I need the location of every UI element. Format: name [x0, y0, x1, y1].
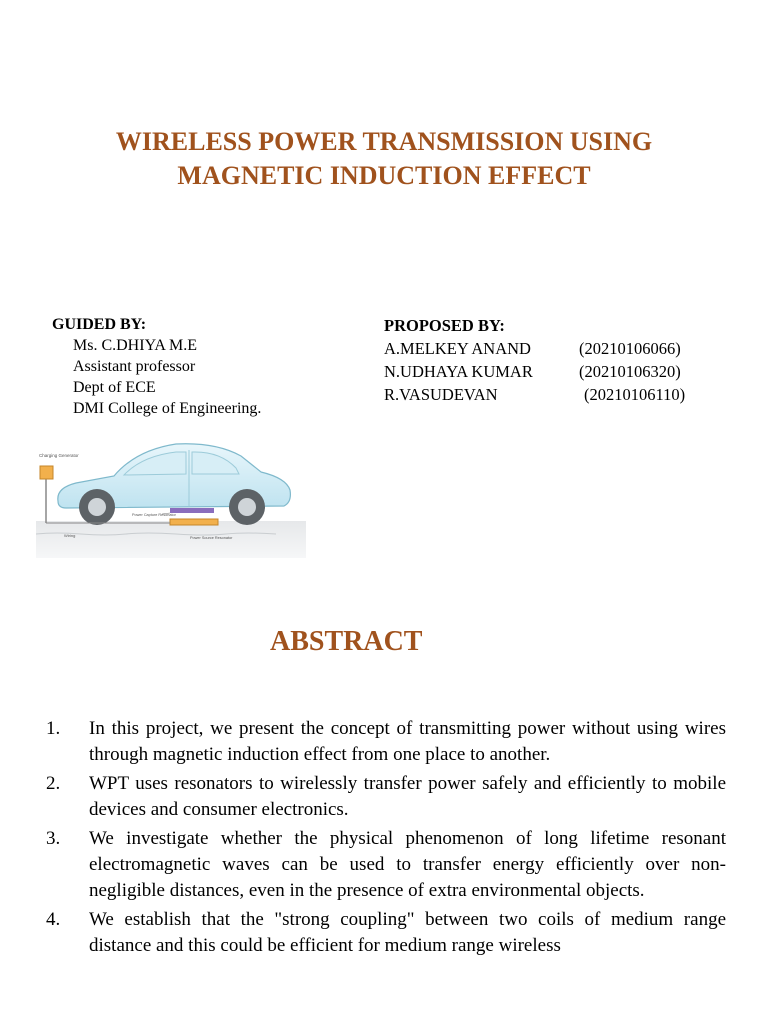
item-number: 2.: [46, 773, 61, 794]
item-number: 1.: [46, 718, 61, 739]
member-id: (20210106320): [579, 362, 681, 381]
member-row: [384, 383, 685, 406]
item-number: 3.: [46, 828, 61, 849]
power-capture-resonator: [170, 508, 214, 513]
capture-label: Power Capture Resonator: [132, 513, 176, 517]
document-title: [0, 125, 768, 193]
member-id: (20210106066): [579, 339, 681, 358]
wireless-charging-car-illustration: [36, 428, 306, 558]
proposed-by-block: [384, 314, 685, 406]
power-source-resonator: [170, 519, 218, 525]
charging-generator-icon: [40, 466, 53, 479]
guide-college: DMI College of Engineering.: [73, 400, 262, 417]
item-text: In this project, we present the concept of transmitting power without using wires through magnetic induction effect from one place to another.: [89, 718, 726, 765]
list-item: [46, 826, 726, 904]
guide-name: Ms. C.DHIYA M.E: [73, 337, 198, 354]
member-row: [384, 337, 685, 360]
member-row: [384, 360, 685, 383]
ground-shape: [36, 521, 306, 558]
list-item: [46, 771, 726, 823]
item-text: We investigate whether the physical phenomenon of long lifetime resonant electromagnetic waves can be used to transfer energy efficiently over non-negligible distances, even in the presence of extra environmental objects.: [89, 828, 726, 901]
title-line-1: WIRELESS POWER TRANSMISSION USING: [115, 127, 653, 156]
item-text: We establish that the "strong coupling" between two coils of medium range distance and this could be efficient for medium range wireless: [89, 909, 726, 956]
member-name: A.MELKEY ANAND: [384, 339, 531, 358]
guide-department: Dept of ECE: [73, 379, 156, 396]
generator-label: Charging Generator: [39, 453, 79, 458]
list-item: [46, 716, 726, 768]
member-name: R.VASUDEVAN: [384, 385, 498, 404]
member-id: (20210106110): [584, 385, 686, 404]
title-line-2: MAGNETIC INDUCTION EFFECT: [177, 161, 591, 190]
member-name: N.UDHAYA KUMAR: [384, 362, 533, 381]
item-text: WPT uses resonators to wirelessly transfer power safely and efficiently to mobile devices and consumer electronics.: [89, 773, 726, 820]
source-label: Power Source Resonator: [190, 536, 233, 540]
guide-designation: Assistant professor: [73, 358, 196, 375]
abstract-heading: ABSTRACT: [270, 626, 423, 657]
abstract-list: [46, 716, 726, 962]
guided-by-heading: GUIDED BY:: [52, 316, 147, 333]
proposed-by-heading: PROPOSED BY:: [384, 316, 505, 335]
item-number: 4.: [46, 909, 61, 930]
list-item: [46, 907, 726, 959]
wiring-label: Wiring: [64, 533, 76, 538]
guided-by-block: [52, 314, 261, 419]
